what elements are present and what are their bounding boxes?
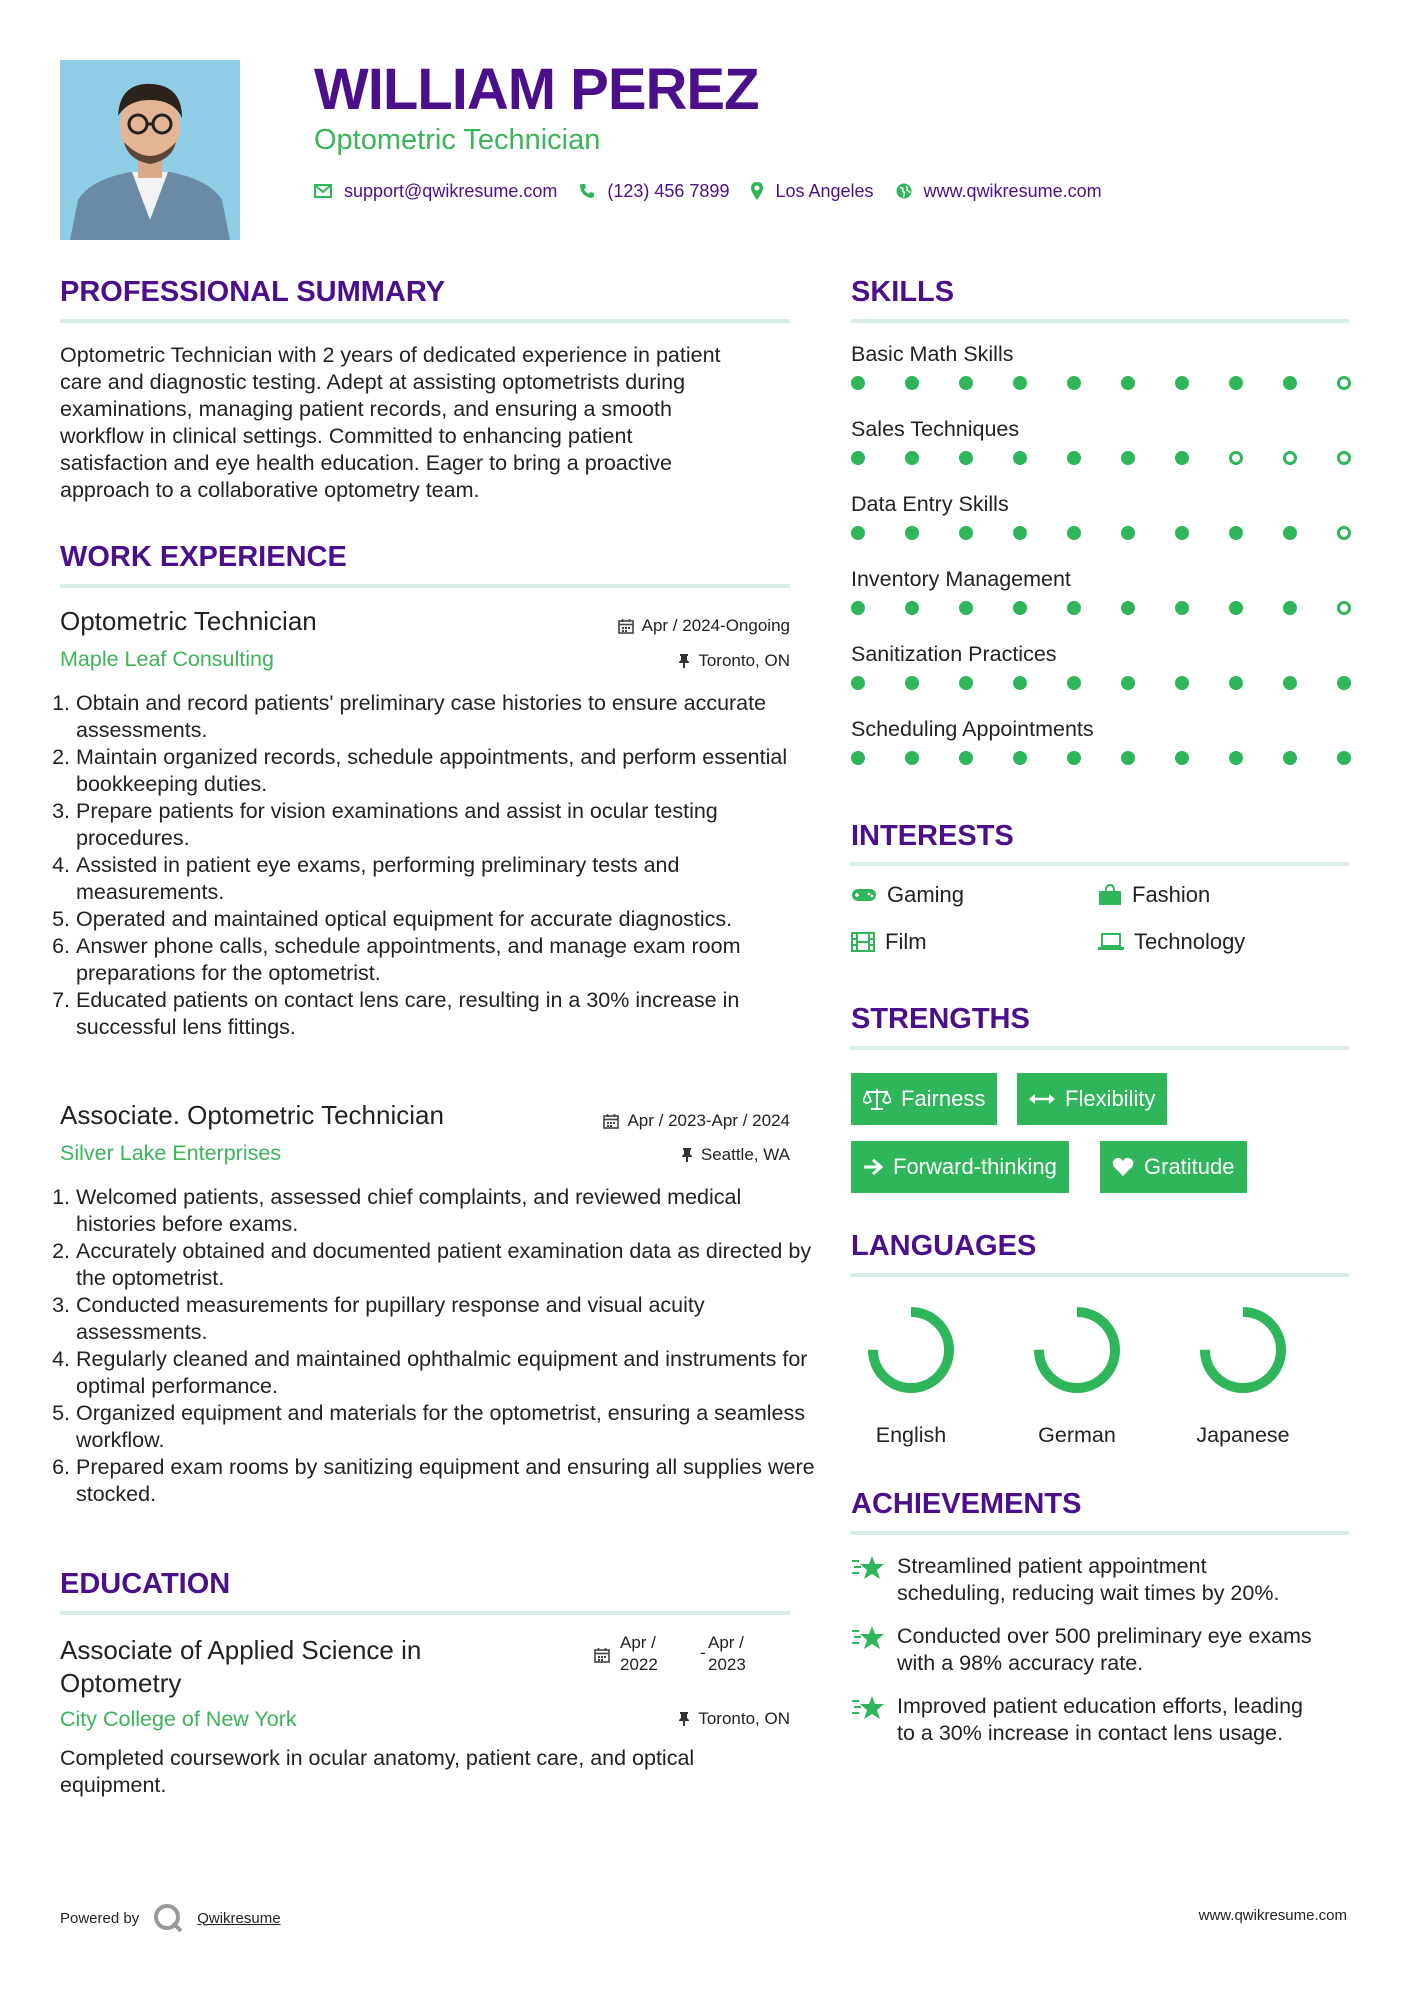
skills-list [851, 342, 1351, 792]
star-icon [851, 1625, 885, 1651]
language-progress-ring [1027, 1300, 1127, 1400]
job-location [678, 651, 790, 671]
laptop-icon [1098, 933, 1124, 951]
strengths-divider [851, 1046, 1349, 1050]
rating-dot-filled [851, 526, 865, 540]
interest-label: Technology [1134, 929, 1246, 954]
achievement-line: to a 30% increase in contact lens usage. [897, 1721, 1284, 1745]
pushpin-icon [678, 653, 690, 669]
rating-dot-filled [1175, 601, 1189, 615]
school-name: City College of New York [60, 1707, 297, 1731]
rating-dot-filled [905, 526, 919, 540]
rating-dot-filled [851, 451, 865, 465]
star-icon [851, 1555, 885, 1581]
rating-dot-filled [1229, 676, 1243, 690]
rating-dot-filled [1121, 451, 1135, 465]
envelope-icon [314, 184, 332, 198]
language-progress-ring [1193, 1300, 1293, 1400]
edu-description-line: Completed coursework in ocular anatomy, patient care, and optical [60, 1746, 695, 1770]
skill-name: Inventory Management [851, 567, 1071, 591]
skill-item [851, 492, 1351, 567]
edu-description-line: equipment. [60, 1773, 167, 1797]
duty-item: 3. Prepare patients for vision examinations and assist in ocular testing procedures. [76, 798, 818, 852]
rating-dot-filled [1121, 601, 1135, 615]
language-item [1002, 1300, 1152, 1448]
degree-line: Associate of Applied Science in [60, 1635, 422, 1665]
gamepad-icon [851, 887, 877, 903]
job-dates-text: Apr / 2024-Ongoing [641, 616, 790, 635]
education-divider [60, 1611, 790, 1615]
rating-dot-filled [1067, 676, 1081, 690]
job-company: Silver Lake Enterprises [60, 1141, 282, 1165]
summary-line: examinations, managing patient records, and ensuring a smooth [60, 397, 672, 421]
job-company: Maple Leaf Consulting [60, 647, 274, 671]
edu-description [60, 1745, 800, 1799]
achievements-heading: ACHIEVEMENTS [851, 1488, 1082, 1520]
rating-dot-filled [959, 751, 973, 765]
duty-item: 6. Answer phone calls, schedule appointments, and manage exam room preparations for the optometrist. [76, 933, 818, 987]
date-part: Apr / [708, 1633, 744, 1652]
interest-gaming [851, 882, 964, 908]
rating-dot-filled [1067, 526, 1081, 540]
skill-rating [851, 376, 1351, 390]
interests-divider [851, 862, 1349, 866]
rating-dot-filled [1283, 601, 1297, 615]
rating-dot-filled [1337, 751, 1351, 765]
interest-label: Gaming [887, 882, 965, 907]
rating-dot-filled [1175, 526, 1189, 540]
rating-dot-filled [1013, 676, 1027, 690]
strength-label: Fairness [901, 1086, 986, 1111]
language-name: Japanese [1196, 1423, 1290, 1447]
duty-item: 7. Educated patients on contact lens care, resulting in a 30% increase in successful lens fittings. [76, 987, 818, 1041]
rating-dot-filled [959, 601, 973, 615]
rating-dot-filled [1175, 376, 1189, 390]
rating-dot-filled [1121, 376, 1135, 390]
job-role: Associate. Optometric Technician [60, 1100, 444, 1130]
experience-heading: WORK EXPERIENCE [60, 541, 347, 573]
languages-divider [851, 1273, 1349, 1277]
rating-dot-filled [1337, 676, 1351, 690]
arrows-horizontal-icon [1029, 1092, 1055, 1106]
date-part: Apr / [620, 1633, 656, 1652]
rating-dot-empty [1283, 451, 1297, 465]
interest-label: Film [885, 929, 927, 954]
rating-dot-filled [1229, 376, 1243, 390]
skill-item [851, 717, 1351, 792]
job-role: Optometric Technician [60, 606, 317, 636]
rating-dot-filled [1175, 676, 1189, 690]
skill-rating [851, 526, 1351, 540]
interests-heading: INTERESTS [851, 820, 1014, 852]
job-dates [618, 616, 790, 636]
rating-dot-empty [1229, 451, 1243, 465]
rating-dot-filled [1229, 601, 1243, 615]
education-heading: EDUCATION [60, 1568, 231, 1600]
film-icon [851, 932, 875, 952]
interest-technology [1098, 929, 1245, 955]
job-dates [603, 1111, 790, 1131]
rating-dot-filled [959, 376, 973, 390]
degree-line: Optometry [60, 1668, 182, 1698]
pushpin-icon [678, 1711, 690, 1727]
rating-dot-filled [959, 676, 973, 690]
globe-icon [896, 183, 912, 199]
heart-icon [1112, 1157, 1134, 1177]
language-name: German [1038, 1423, 1116, 1447]
rating-dot-empty [1337, 526, 1351, 540]
skill-rating [851, 601, 1351, 615]
duty-item: 1. Obtain and record patients' preliminary case histories to ensure accurate assessments. [76, 690, 818, 744]
email-text: support@qwikresume.com [344, 180, 558, 201]
shopping-bag-icon [1098, 884, 1122, 906]
contact-email[interactable] [314, 181, 557, 202]
rating-dot-filled [1121, 751, 1135, 765]
interest-fashion [1098, 882, 1210, 908]
achievement-line: Improved patient education efforts, leading [897, 1694, 1303, 1718]
rating-dot-filled [1283, 751, 1297, 765]
language-item [836, 1300, 986, 1448]
achievement-item [851, 1623, 1351, 1677]
achievements-divider [851, 1531, 1349, 1535]
contact-bar [314, 176, 1124, 206]
calendar-icon [618, 618, 634, 634]
skills-divider [851, 319, 1349, 323]
achievement-line: Conducted over 500 preliminary eye exams [897, 1624, 1312, 1648]
skill-name: Basic Math Skills [851, 342, 1014, 366]
duty-item: 5. Organized equipment and materials for the optometrist, ensuring a seamless workflow. [76, 1400, 818, 1454]
skill-rating [851, 676, 1351, 690]
phone-icon [579, 183, 595, 199]
rating-dot-filled [1067, 376, 1081, 390]
job-duties [58, 690, 818, 1041]
skill-item [851, 417, 1351, 492]
language-progress-arc [1205, 1312, 1281, 1388]
contact-phone[interactable] [579, 181, 729, 202]
contact-website[interactable] [896, 181, 1102, 202]
skill-name: Scheduling Appointments [851, 717, 1094, 741]
arrow-right-icon [863, 1158, 883, 1176]
languages-list [836, 1300, 1318, 1448]
rating-dot-filled [1013, 751, 1027, 765]
rating-dot-filled [1121, 676, 1135, 690]
contact-location [751, 181, 873, 202]
rating-dot-filled [1283, 526, 1297, 540]
achievement-item [851, 1693, 1351, 1747]
skill-name: Sanitization Practices [851, 642, 1057, 666]
skill-item [851, 642, 1351, 717]
duty-item: 3. Conducted measurements for pupillary response and visual acuity assessments. [76, 1292, 818, 1346]
profile-photo [60, 60, 240, 240]
achievements-list [851, 1553, 1351, 1747]
rating-dot-empty [1337, 601, 1351, 615]
summary-line: care and diagnostic testing. Adept at assisting optometrists during [60, 370, 686, 394]
rating-dot-filled [1283, 676, 1297, 690]
duty-item: 4. Regularly cleaned and maintained ophthalmic equipment and instruments for optimal performance. [76, 1346, 818, 1400]
rating-dot-filled [1013, 526, 1027, 540]
candidate-title: Optometric Technician [314, 124, 601, 156]
skill-rating [851, 451, 1351, 465]
achievement-line: scheduling, reducing wait times by 20%. [897, 1581, 1280, 1605]
date-separator: - [700, 1643, 706, 1662]
duty-item: 6. Prepared exam rooms by sanitizing equipment and ensuring all supplies were stocked. [76, 1454, 818, 1508]
rating-dot-empty [1337, 451, 1351, 465]
strength-tag [1100, 1141, 1247, 1193]
rating-dot-filled [851, 376, 865, 390]
candidate-name: WILLIAM PEREZ [314, 57, 759, 122]
experience-divider [60, 584, 790, 588]
duty-item: 1. Welcomed patients, assessed chief complaints, and reviewed medical histories before exams. [76, 1184, 818, 1238]
star-icon [851, 1695, 885, 1721]
map-marker-icon [751, 182, 763, 200]
rating-dot-filled [1229, 526, 1243, 540]
summary-line: satisfaction and eye health education. Eager to bring a proactive [60, 451, 672, 475]
rating-dot-filled [851, 751, 865, 765]
rating-dot-filled [1121, 526, 1135, 540]
skills-heading: SKILLS [851, 276, 955, 308]
strength-label: Forward-thinking [893, 1154, 1057, 1179]
strengths-heading: STRENGTHS [851, 1003, 1030, 1035]
language-item [1168, 1300, 1318, 1448]
rating-dot-filled [1013, 601, 1027, 615]
calendar-icon [594, 1647, 610, 1668]
powered-by-text: Powered by [60, 1909, 140, 1927]
achievement-line: with a 98% accuracy rate. [897, 1651, 1144, 1675]
rating-dot-filled [905, 676, 919, 690]
strength-label: Gratitude [1144, 1154, 1235, 1179]
interest-label: Fashion [1132, 882, 1211, 907]
edu-location-text: Toronto, ON [698, 1709, 790, 1728]
pushpin-icon [681, 1147, 693, 1163]
balance-scale-icon [863, 1088, 891, 1110]
website-text: www.qwikresume.com [923, 180, 1102, 201]
rating-dot-filled [1175, 451, 1189, 465]
rating-dot-filled [1013, 376, 1027, 390]
footer-powered [60, 1903, 281, 1933]
job-duties [58, 1184, 818, 1508]
achievement-item [851, 1553, 1351, 1607]
summary-text [60, 342, 800, 504]
rating-dot-empty [1337, 376, 1351, 390]
summary-divider [60, 319, 790, 323]
job-dates-text: Apr / 2023-Apr / 2024 [627, 1111, 790, 1130]
strength-tag [851, 1073, 997, 1125]
job-location-text: Toronto, ON [698, 651, 790, 670]
degree-title [60, 1634, 421, 1700]
rating-dot-filled [905, 376, 919, 390]
language-progress-ring [861, 1300, 961, 1400]
skill-name: Sales Techniques [851, 417, 1020, 441]
language-progress-arc [873, 1312, 949, 1388]
phone-text: (123) 456 7899 [607, 180, 730, 201]
rating-dot-filled [1229, 751, 1243, 765]
rating-dot-filled [1067, 751, 1081, 765]
summary-line: approach to a collaborative optometry team. [60, 478, 480, 502]
rating-dot-filled [1283, 376, 1297, 390]
rating-dot-filled [1175, 751, 1189, 765]
skill-name: Data Entry Skills [851, 492, 1009, 516]
skill-rating [851, 751, 1351, 765]
rating-dot-filled [905, 601, 919, 615]
strength-label: Flexibility [1065, 1086, 1156, 1111]
edu-location [678, 1709, 790, 1729]
edu-end-date [708, 1632, 746, 1676]
rating-dot-filled [905, 451, 919, 465]
rating-dot-filled [1067, 451, 1081, 465]
strength-tag [851, 1141, 1069, 1193]
summary-heading: PROFESSIONAL SUMMARY [60, 276, 446, 308]
brand-link[interactable]: Qwikresume [197, 1909, 281, 1927]
date-part: 2023 [708, 1655, 746, 1674]
rating-dot-filled [905, 751, 919, 765]
strength-tag [1017, 1073, 1167, 1125]
qwikresume-logo-icon [153, 1903, 183, 1933]
language-progress-arc [1039, 1312, 1115, 1388]
skill-item [851, 342, 1351, 417]
duty-item: 4. Assisted in patient eye exams, performing preliminary tests and measurements. [76, 852, 818, 906]
interest-film [851, 929, 927, 955]
rating-dot-filled [1013, 451, 1027, 465]
job-location [681, 1145, 790, 1165]
summary-line: Optometric Technician with 2 years of dedicated experience in patient [60, 343, 721, 367]
skill-item [851, 567, 1351, 642]
duty-item: 2. Accurately obtained and documented patient examination data as directed by the optometrist. [76, 1238, 818, 1292]
rating-dot-filled [959, 451, 973, 465]
rating-dot-filled [959, 526, 973, 540]
duty-item: 2. Maintain organized records, schedule appointments, and perform essential bookkeeping duties. [76, 744, 818, 798]
languages-heading: LANGUAGES [851, 1230, 1037, 1262]
calendar-icon [603, 1113, 619, 1129]
job-location-text: Seattle, WA [700, 1145, 790, 1164]
rating-dot-filled [851, 601, 865, 615]
rating-dot-filled [1067, 601, 1081, 615]
duty-item: 5. Operated and maintained optical equipment for accurate diagnostics. [76, 906, 818, 933]
achievement-line: Streamlined patient appointment [897, 1554, 1207, 1578]
summary-line: workflow in clinical settings. Committed to enhancing patient [60, 424, 633, 448]
footer-website[interactable]: www.qwikresume.com [1198, 1907, 1347, 1924]
rating-dot-filled [851, 676, 865, 690]
location-text: Los Angeles [775, 180, 874, 201]
language-name: English [875, 1423, 947, 1447]
edu-start-date [620, 1632, 658, 1676]
date-part: 2022 [620, 1655, 658, 1674]
